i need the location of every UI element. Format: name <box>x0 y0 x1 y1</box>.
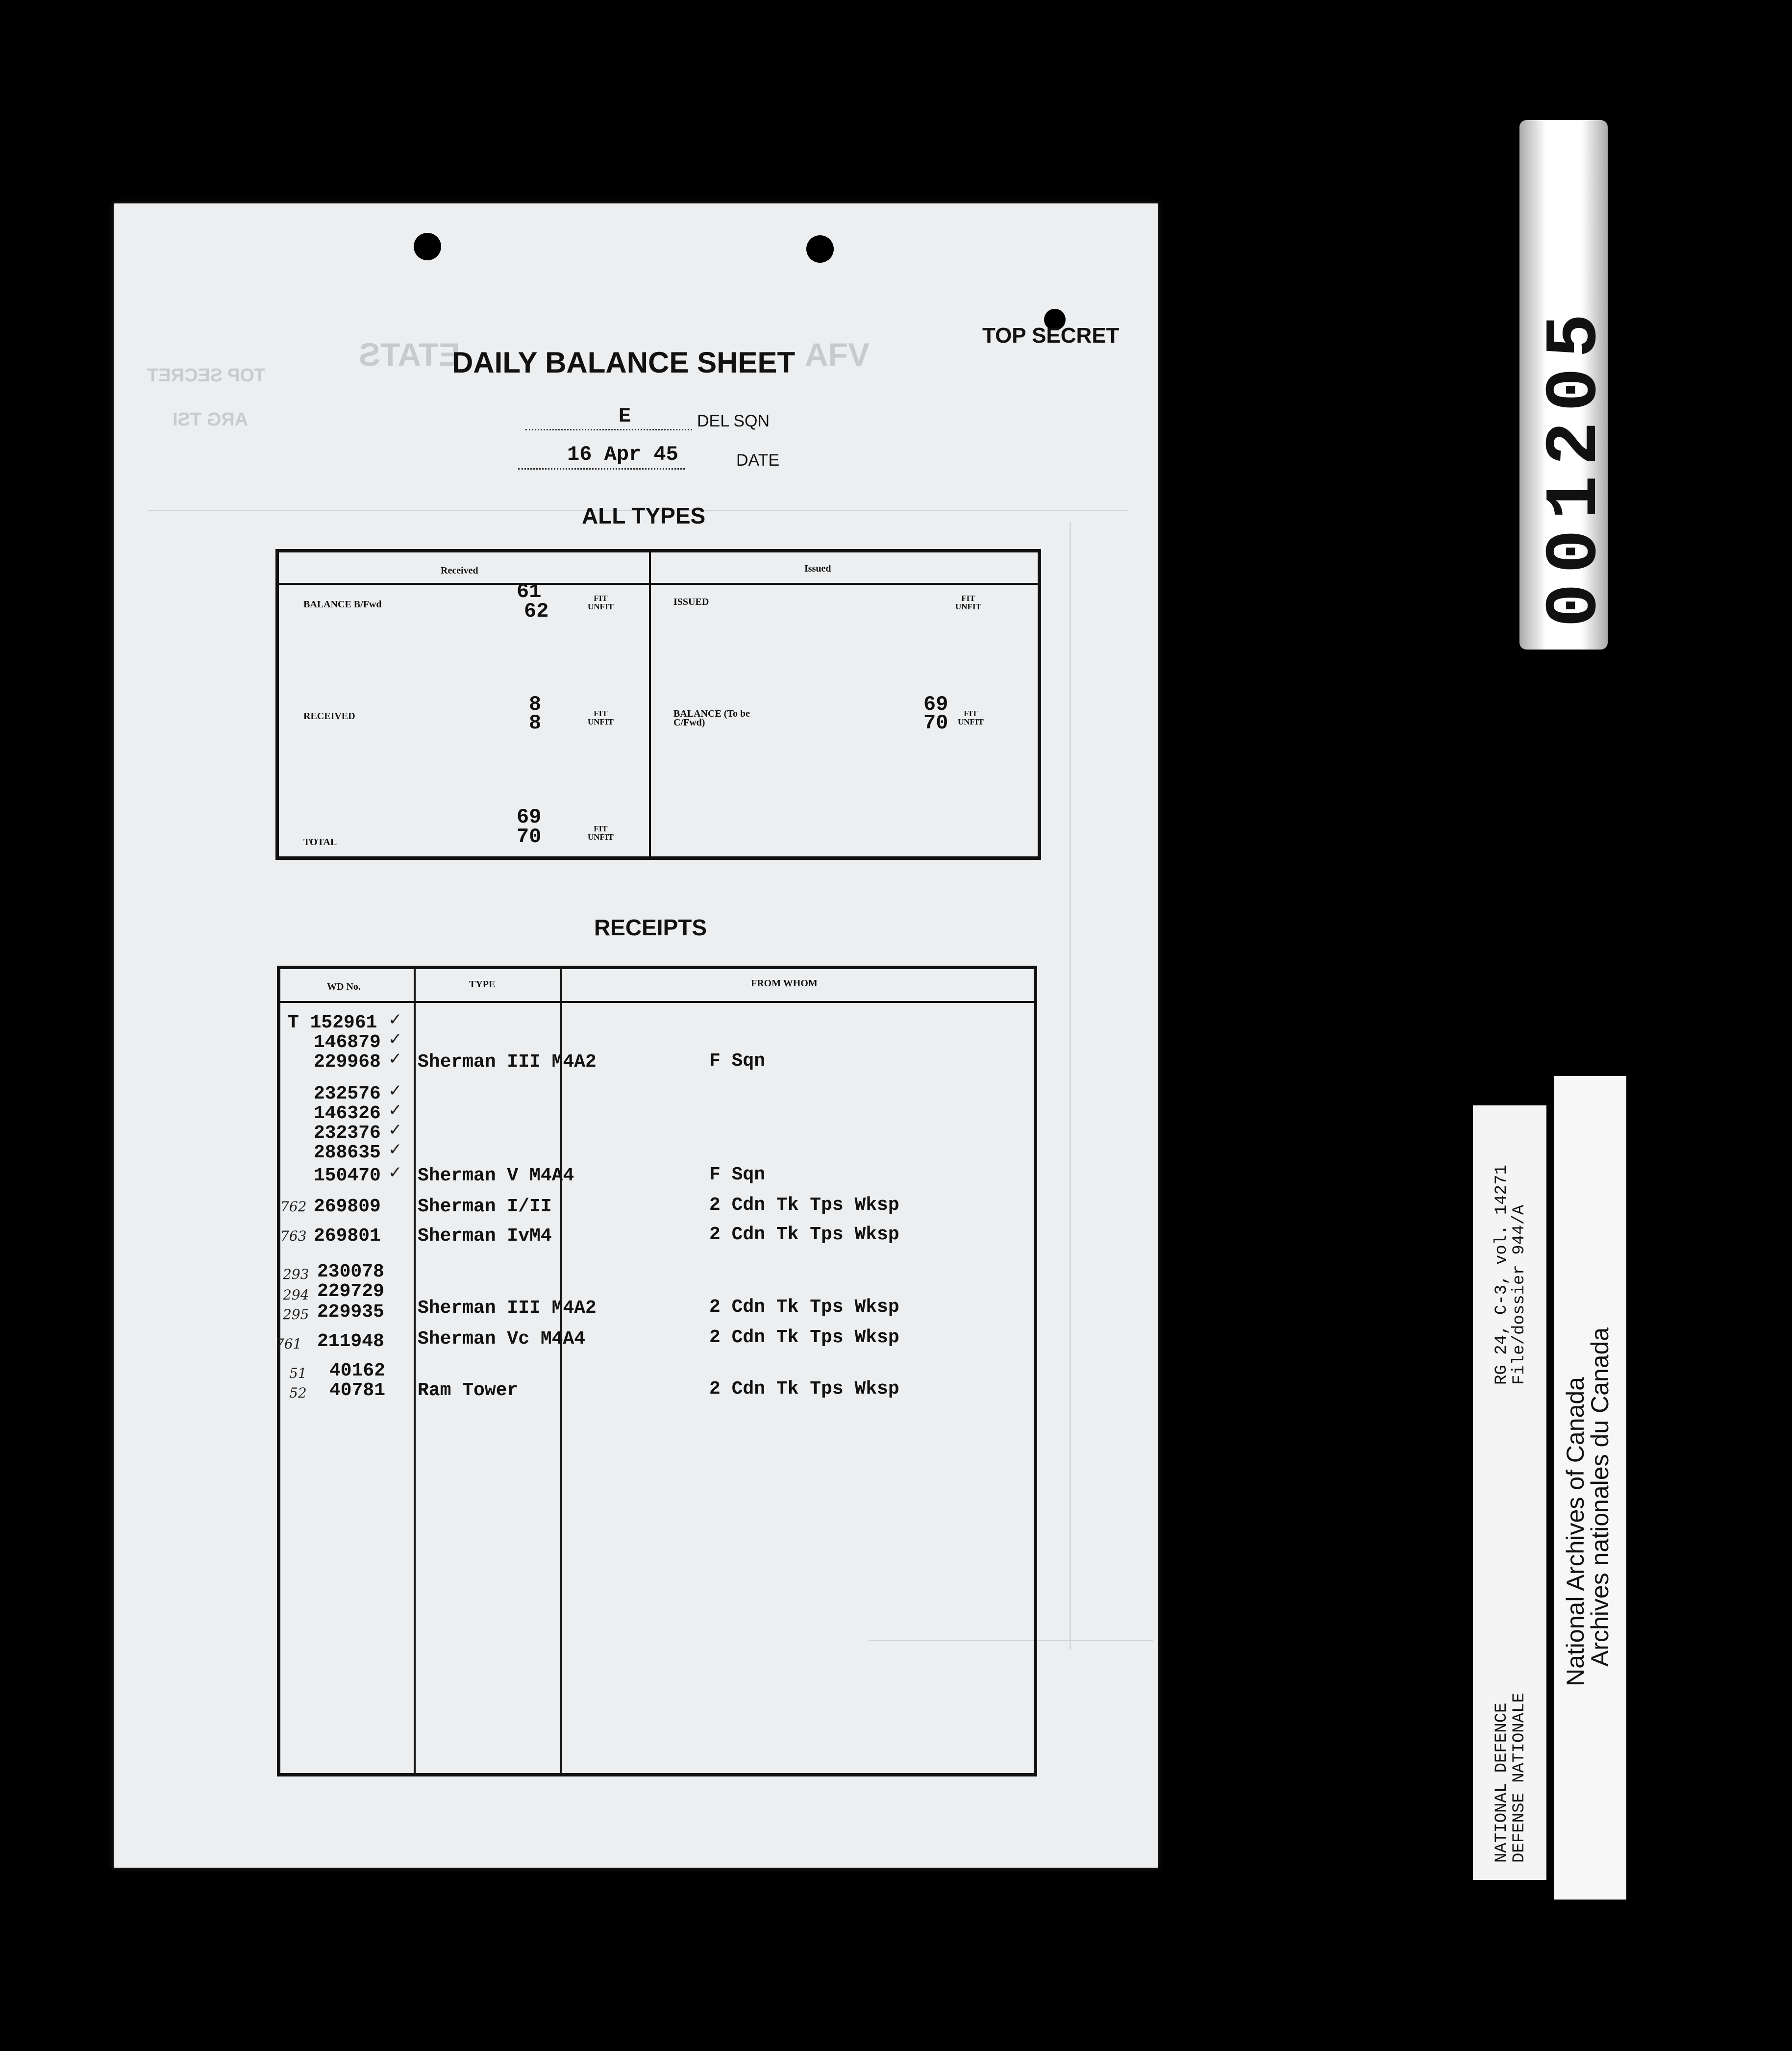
check-mark-icon: ✓ <box>388 1010 402 1029</box>
document-sheet: ETATS AFV TOP SECRET ARG TSI TOP SECRET DAILY BALANCE SHEET E DEL SQN 16 Apr 45 DATE ALL TYPES Received Issued BALANCE B/Fwd 61 62 FIT UNFIT RECEIVED 8 8 FIT UNFIT TOTAL 69 70 FIT UNFIT ISSUED FIT UNFIT BALANCE (To be C/Fwd) 69 70 FIT UNFIT RECEIPTS WD No. TYPE FROM WHOM T 152961 ✓ 146879 ✓ 229968 ✓ Sherman III M4A2 F Sqn 232576 ✓ 146326 ✓ 232376 ✓ 288635 ✓ 150470 ✓ Sherman V M4A4 F Sqn 762 269809 Sherman I/II 2 Cdn Tk Tps Wksp 763 269801 Sherman IvM4 2 Cdn Tk Tps Wksp 293 230078 294 229729 295 229935 Sherman III M4A2 2 Cdn Tk Tps Wksp 761 211948 Sherman Vc M4A4 2 Cdn Tk Tps Wksp 51 40162 52 40781 Ram Tower 2 Cdn Tk Tps Wksp <box>114 203 1158 1868</box>
fit-unfit-label: FIT UNFIT <box>588 824 614 842</box>
handwritten-note: 763 <box>280 1228 307 1244</box>
fit-unfit-label: FIT UNFIT <box>958 709 984 726</box>
reference-line-1: RG 24, C-3, vol. 14271 <box>1493 1165 1511 1385</box>
tank-type: Ram Tower <box>418 1380 519 1401</box>
wd-number: 229935 <box>317 1301 384 1323</box>
from-whom: 2 Cdn Tk Tps Wksp <box>709 1327 899 1348</box>
from-whom: 2 Cdn Tk Tps Wksp <box>709 1224 899 1245</box>
balance-cfwd-label: BALANCE (To be C/Fwd) <box>673 708 750 728</box>
check-mark-icon: ✓ <box>388 1029 402 1049</box>
handwritten-note: 52 <box>289 1385 307 1401</box>
date-value: 16 Apr 45 <box>567 443 678 466</box>
check-mark-icon: ✓ <box>388 1081 402 1101</box>
dept-line-1: NATIONAL DEFENCE <box>1493 1702 1511 1863</box>
wd-number: 269801 <box>314 1226 381 1247</box>
from-whom: F Sqn <box>709 1164 766 1185</box>
check-mark-icon: ✓ <box>388 1120 402 1140</box>
section-title-all-types: ALL TYPES <box>582 503 706 528</box>
balance-cfwd-unfit: 70 <box>923 711 948 735</box>
balance-bfwd-label: BALANCE B/Fwd <box>303 599 382 610</box>
check-mark-icon: ✓ <box>388 1140 402 1159</box>
issued-label: ISSUED <box>673 597 709 607</box>
page-title: DAILY BALANCE SHEET <box>452 346 796 379</box>
issued-header: Issued <box>804 563 831 574</box>
tank-type: Sherman Vc M4A4 <box>418 1328 586 1350</box>
wd-number: 229729 <box>317 1281 384 1302</box>
from-whom: 2 Cdn Tk Tps Wksp <box>709 1297 899 1318</box>
national-archives-label <box>1554 1076 1626 1900</box>
handwritten-note: 295 <box>283 1306 309 1323</box>
archive-reference-label <box>1473 1105 1546 1880</box>
squadron-underline <box>525 429 692 430</box>
wd-number: 40781 <box>329 1380 386 1401</box>
wd-number: 288635 <box>314 1142 381 1163</box>
classification-marking: TOP SECRET <box>982 324 1120 348</box>
from-whom: F Sqn <box>709 1051 766 1072</box>
wd-number: 146879 <box>314 1032 381 1053</box>
wd-number: 211948 <box>317 1331 384 1352</box>
tank-type: Sherman V M4A4 <box>418 1165 574 1186</box>
column-header-wd-no: WD No. <box>327 981 361 992</box>
wd-number: 40162 <box>329 1360 386 1381</box>
squadron-value: E <box>619 404 631 428</box>
column-header-type: TYPE <box>469 979 496 990</box>
wd-number: 150470 <box>314 1165 381 1186</box>
from-whom: 2 Cdn Tk Tps Wksp <box>709 1378 899 1400</box>
section-title-receipts: RECEIPTS <box>594 915 707 940</box>
received-fit: 8 <box>529 693 542 716</box>
archives-name-fr: Archives nationales du Canada <box>1586 1327 1614 1667</box>
tank-type: Sherman III M4A2 <box>418 1051 597 1073</box>
archives-name-en: National Archives of Canada <box>1562 1377 1589 1686</box>
column-header-from-whom: FROM WHOM <box>751 978 818 989</box>
wd-number: 232576 <box>314 1083 381 1104</box>
wd-number: 229968 <box>314 1051 381 1073</box>
received-label: RECEIVED <box>303 711 355 722</box>
dept-line-2: DEFENSE NATIONALE <box>1510 1693 1529 1863</box>
received-unfit: 8 <box>529 711 542 735</box>
wd-number: 232376 <box>314 1123 381 1144</box>
fit-unfit-label: FIT UNFIT <box>588 594 614 611</box>
total-unfit: 70 <box>517 825 542 849</box>
tank-type: Sherman I/II <box>418 1196 552 1217</box>
check-mark-icon: ✓ <box>388 1163 402 1182</box>
fit-unfit-label: FIT UNFIT <box>588 709 614 726</box>
handwritten-note: 51 <box>289 1365 307 1381</box>
check-mark-icon: ✓ <box>388 1101 402 1120</box>
punch-hole-left <box>414 233 441 260</box>
wd-number: 146326 <box>314 1103 381 1124</box>
handwritten-note: 293 <box>283 1266 309 1282</box>
check-mark-icon: ✓ <box>388 1049 402 1069</box>
total-label: TOTAL <box>303 837 337 848</box>
received-header: Received <box>441 565 478 576</box>
punch-hole-right <box>806 235 834 263</box>
fit-unfit-label: FIT UNFIT <box>955 594 981 611</box>
handwritten-note: 762 <box>280 1199 307 1215</box>
balance-bfwd-fit: 61 <box>517 580 542 603</box>
balance-cfwd-fit: 69 <box>923 693 948 716</box>
from-whom: 2 Cdn Tk Tps Wksp <box>709 1195 899 1216</box>
wd-number: 230078 <box>317 1261 384 1282</box>
squadron-label: DEL SQN <box>697 412 770 430</box>
wd-number: T 152961 <box>288 1012 377 1033</box>
date-label: DATE <box>736 451 780 470</box>
balance-bfwd-unfit: 62 <box>524 600 549 623</box>
handwritten-note: 761 <box>275 1336 302 1352</box>
tank-type: Sherman IvM4 <box>418 1226 552 1247</box>
handwritten-note: 294 <box>283 1287 309 1303</box>
tank-type: Sherman III M4A2 <box>418 1298 597 1319</box>
date-underline <box>518 468 685 470</box>
wd-number: 269809 <box>314 1196 381 1217</box>
reel-number: 001205 <box>1534 303 1618 627</box>
total-fit: 69 <box>517 805 542 829</box>
reference-line-2: File/dossier 944/A <box>1510 1204 1529 1385</box>
balance-table <box>275 549 1041 860</box>
